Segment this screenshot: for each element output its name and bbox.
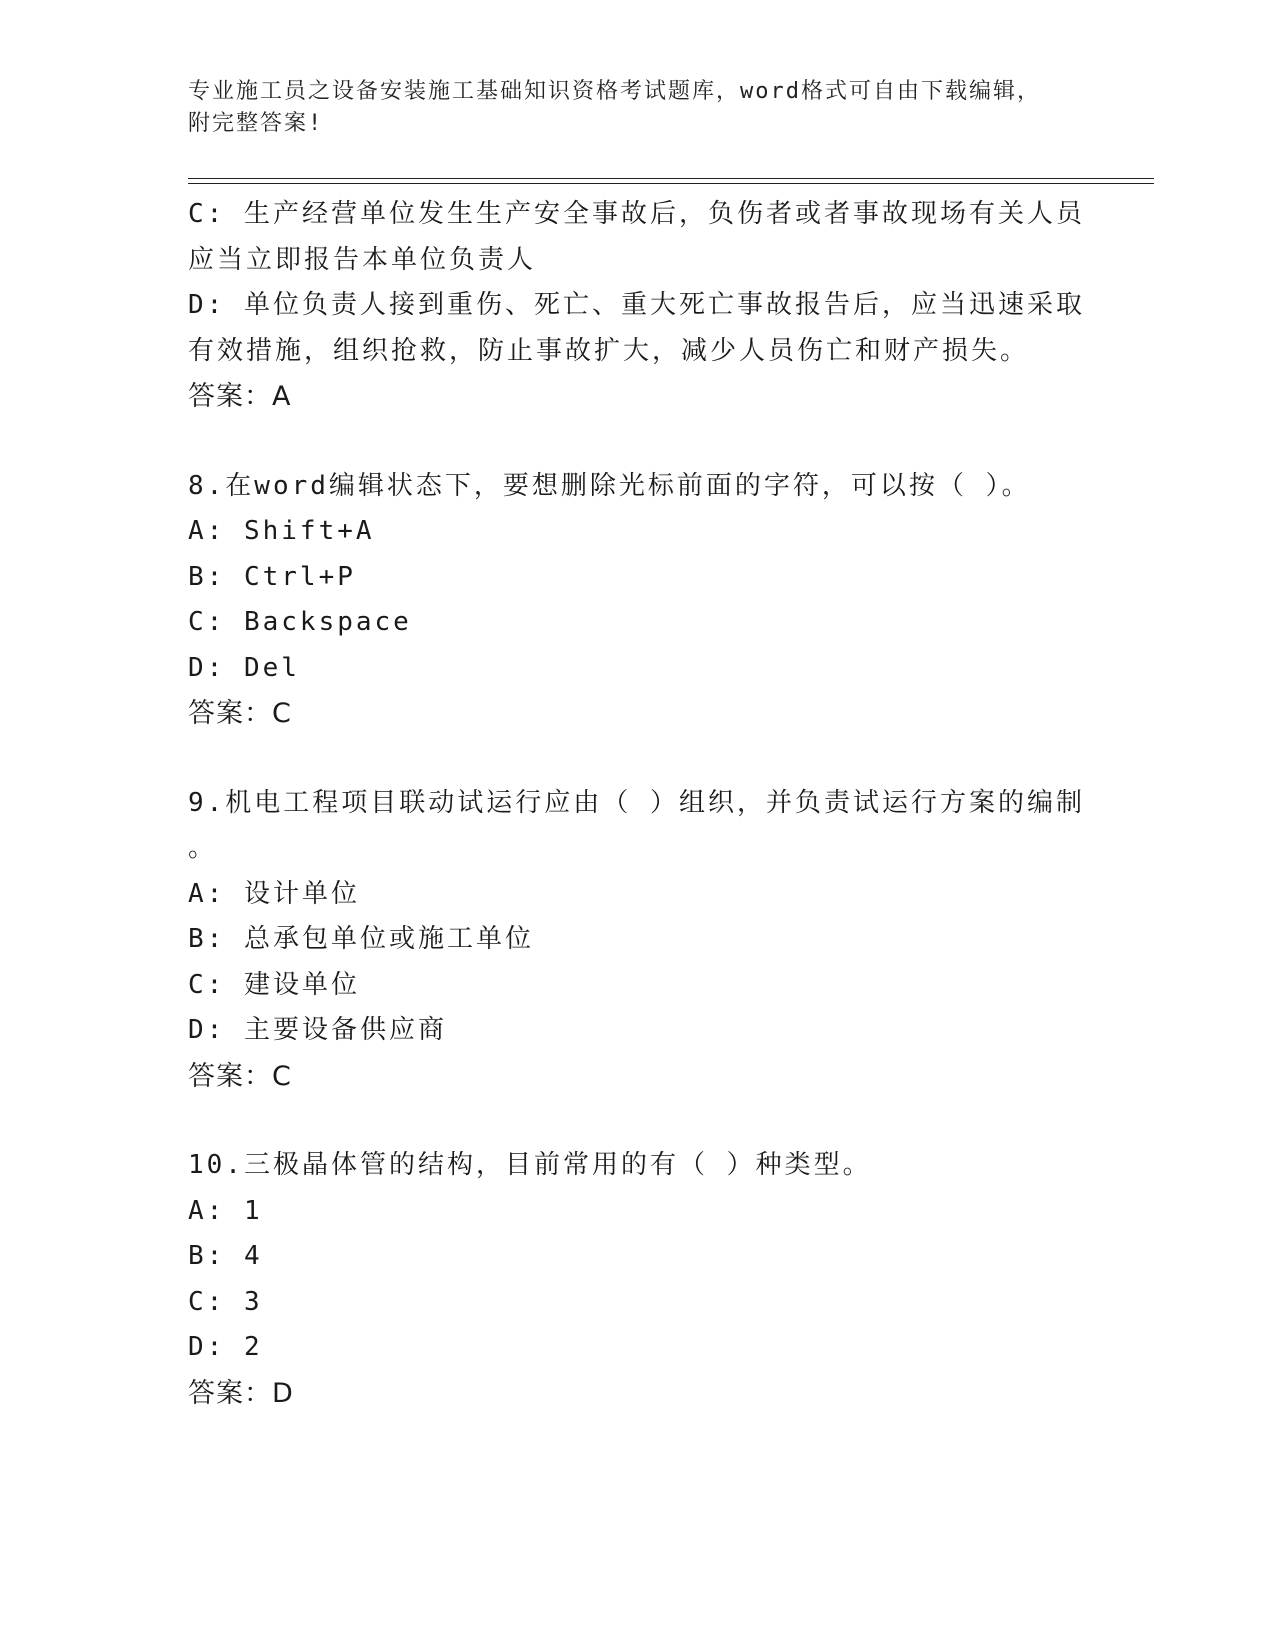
option-c: C: 3 (188, 1286, 263, 1317)
header-divider-bottom (188, 183, 1154, 184)
option-a: A: 设计单位 (188, 878, 360, 909)
header-line-2: 附完整答案! (188, 111, 324, 136)
question-10 (188, 1143, 1088, 1416)
option-c-line-2: 应当立即报告本单位负责人 (188, 244, 537, 275)
answer: 答案：C (188, 698, 292, 729)
header-line-1: 专业施工员之设备安装施工基础知识资格考试题库，word格式可自由下载编辑， (188, 79, 1041, 104)
option-d: D: 主要设备供应商 (188, 1015, 447, 1045)
option-c: C: Backspace (188, 607, 412, 637)
option-b: B: 总承包单位或施工单位 (188, 924, 534, 954)
spacer (188, 1099, 1088, 1143)
question-9 (188, 781, 1088, 1100)
option-a: A: 1 (188, 1195, 263, 1226)
option-d-line-1: D: 单位负责人接到重伤、死亡、重大死亡事故报告后，应当迅速采取 (188, 290, 1085, 320)
option-d-line-2: 有效措施，组织抢救，防止事故扩大，减少人员伤亡和财产损失。 (188, 335, 1030, 366)
document-header (188, 76, 1068, 140)
option-c: C: 建设单位 (188, 969, 360, 1000)
answer: 答案：C (188, 1060, 292, 1092)
option-a: A: Shift+A (188, 516, 375, 546)
spacer (188, 737, 1088, 781)
document-body (188, 192, 1088, 1416)
answer: 答案：D (188, 1377, 294, 1409)
question-stem: 10.三极晶体管的结构，目前常用的有（ ）种类型。 (188, 1150, 872, 1180)
option-b: B: 4 (188, 1241, 263, 1271)
question-7-continued (188, 192, 1088, 420)
option-c-line-1: C: 生产经营单位发生生产安全事故后，负伤者或者事故现场有关人员 (188, 199, 1085, 229)
question-stem: 8.在word编辑状态下，要想删除光标前面的字符，可以按（ ）。 (188, 470, 1031, 501)
header-divider-top (188, 178, 1154, 179)
option-d: D: 2 (188, 1332, 263, 1362)
question-stem-line-1: 9.机电工程项目联动试运行应由（ ）组织，并负责试运行方案的编制 (188, 787, 1085, 818)
option-d: D: Del (188, 652, 300, 683)
question-stem-line-2: 。 (188, 833, 218, 863)
option-b: B: Ctrl+P (188, 561, 356, 592)
spacer (188, 420, 1088, 464)
question-8 (188, 464, 1088, 737)
answer: 答案：A (188, 381, 292, 412)
